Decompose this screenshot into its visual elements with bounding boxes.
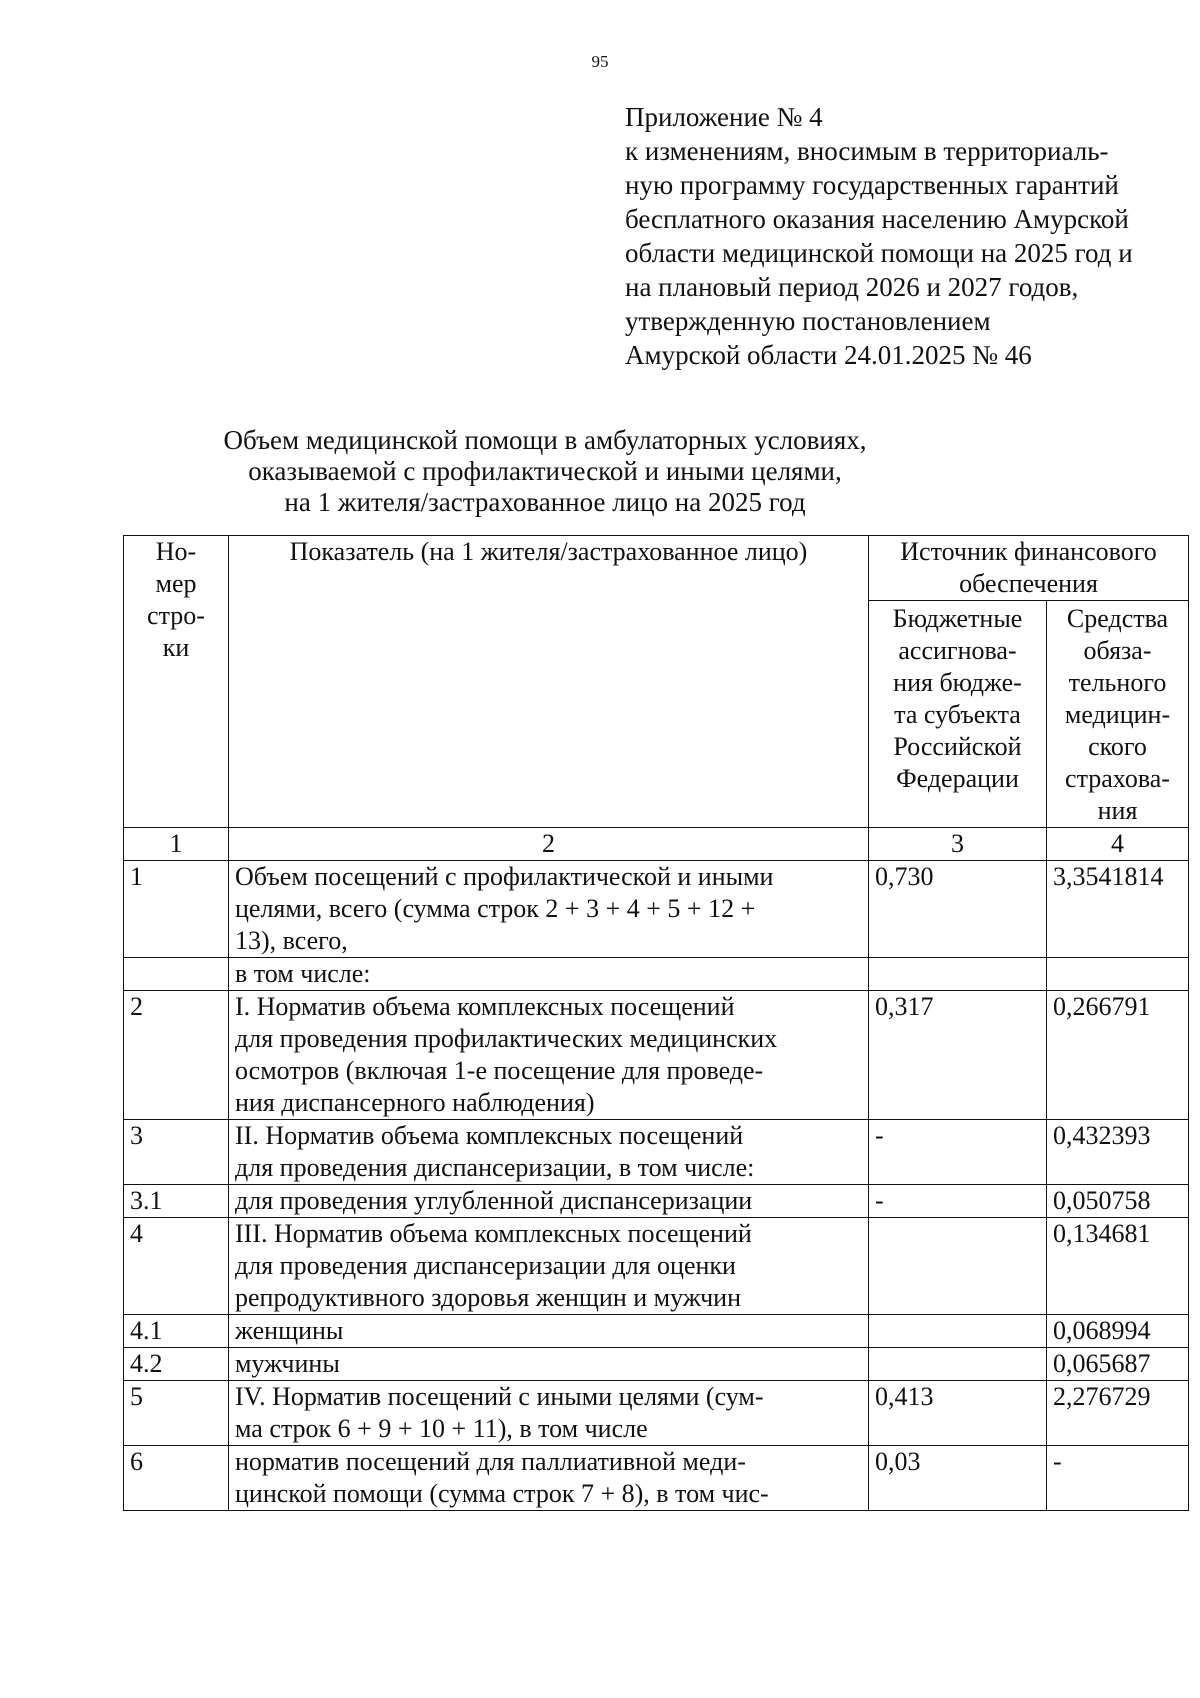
- appendix-line: утвержденную постановлением: [625, 306, 991, 336]
- appendix-line: ную программу государственных гарантий: [625, 170, 1119, 200]
- column-number: 2: [229, 828, 869, 861]
- title-line: Объем медицинской помощи в амбулаторных условиях,: [223, 425, 867, 455]
- row-number-cell: 4: [124, 1218, 229, 1315]
- row-number-cell: 6: [124, 1446, 229, 1511]
- row-number-cell: 4.2: [124, 1348, 229, 1381]
- table-row: [124, 1120, 1189, 1185]
- row-number-cell: [124, 958, 229, 991]
- column-number: 4: [1047, 828, 1189, 861]
- column-number: 3: [869, 828, 1047, 861]
- oms-value-cell: 0,068994: [1047, 1315, 1189, 1348]
- table-row: [124, 1315, 1189, 1348]
- header-row: [124, 536, 1189, 601]
- appendix-line: области медицинской помощи на 2025 год и: [625, 238, 1133, 268]
- oms-value-cell: 0,266791: [1047, 991, 1189, 1120]
- budget-value-cell: 0,03: [869, 1446, 1047, 1511]
- table-row: [124, 1218, 1189, 1315]
- table-row: [124, 1185, 1189, 1218]
- budget-value-cell: [869, 958, 1047, 991]
- indicator-cell: IV. Норматив посещений с иными целями (сум- ма строк 6 + 9 + 10 + 11), в том числе: [229, 1381, 869, 1446]
- indicator-cell: III. Норматив объема комплексных посещений для проведения диспансеризации для оценки репродуктивного здоровья женщин и мужчин: [229, 1218, 869, 1315]
- table-row: [124, 1381, 1189, 1446]
- row-number-cell: 3.1: [124, 1185, 229, 1218]
- title-line: на 1 жителя/застрахованное лицо на 2025 год: [284, 487, 806, 517]
- row-number-cell: 1: [124, 861, 229, 958]
- indicator-cell: для проведения углубленной диспансеризации: [229, 1185, 869, 1218]
- appendix-line: к изменениям, вносимым в территориаль-: [625, 136, 1109, 166]
- row-number-cell: 2: [124, 991, 229, 1120]
- appendix-line: на плановый период 2026 и 2027 годов,: [625, 272, 1079, 302]
- header-funding-source: Источник финансового обеспечения: [869, 536, 1189, 601]
- column-number-row: [124, 828, 1189, 861]
- oms-value-cell: 0,050758: [1047, 1185, 1189, 1218]
- oms-value-cell: 0,134681: [1047, 1218, 1189, 1315]
- table-row: [124, 958, 1189, 991]
- indicator-cell: женщины: [229, 1315, 869, 1348]
- oms-value-cell: 0,432393: [1047, 1120, 1189, 1185]
- header-budget: Бюджетные ассигнова- ния бюдже- та субъекта Российской Федерации: [869, 601, 1047, 828]
- indicator-cell: норматив посещений для паллиативной меди- цинской помощи (сумма строк 7 + 8), в том чис-: [229, 1446, 869, 1511]
- indicator-cell: I. Норматив объема комплексных посещений для проведения профилактических медицинских осмотров (включая 1-е посещение для проведе- ния диспансерного наблюдения): [229, 991, 869, 1120]
- header-indicator: Показатель (на 1 жителя/застрахованное лицо): [229, 536, 869, 828]
- volume-table: [123, 535, 1189, 1511]
- table-row: [124, 1348, 1189, 1381]
- budget-value-cell: -: [869, 1120, 1047, 1185]
- table-row: [124, 861, 1189, 958]
- budget-value-cell: 0,413: [869, 1381, 1047, 1446]
- indicator-cell: Объем посещений с профилактической и иными целями, всего (сумма строк 2 + 3 + 4 + 5 + 12 + 13), всего,: [229, 861, 869, 958]
- indicator-cell: в том числе:: [229, 958, 869, 991]
- budget-value-cell: [869, 1315, 1047, 1348]
- header-row-number: Но- мер стро- ки: [124, 536, 229, 828]
- row-number-cell: 4.1: [124, 1315, 229, 1348]
- header-oms: Средства обяза- тельного медицин- ского страхова- ния: [1047, 601, 1189, 828]
- oms-value-cell: 3,3541814: [1047, 861, 1189, 958]
- budget-value-cell: -: [869, 1185, 1047, 1218]
- oms-value-cell: 2,276729: [1047, 1381, 1189, 1446]
- table-row: [124, 991, 1189, 1120]
- row-number-cell: 3: [124, 1120, 229, 1185]
- column-number: 1: [124, 828, 229, 861]
- indicator-cell: II. Норматив объема комплексных посещений для проведения диспансеризации, в том числе:: [229, 1120, 869, 1185]
- budget-value-cell: 0,730: [869, 861, 1047, 958]
- appendix-header: [625, 100, 1185, 372]
- row-number-cell: 5: [124, 1381, 229, 1446]
- oms-value-cell: 0,065687: [1047, 1348, 1189, 1381]
- table-row: [124, 1446, 1189, 1511]
- indicator-cell: мужчины: [229, 1348, 869, 1381]
- budget-value-cell: 0,317: [869, 991, 1047, 1120]
- appendix-line: Амурской области 24.01.2025 № 46: [625, 340, 1032, 370]
- budget-value-cell: [869, 1348, 1047, 1381]
- appendix-line: бесплатного оказания населению Амурской: [625, 204, 1129, 234]
- oms-value-cell: [1047, 958, 1189, 991]
- appendix-line: Приложение № 4: [625, 102, 823, 132]
- oms-value-cell: -: [1047, 1446, 1189, 1511]
- page-number: 95: [591, 52, 609, 71]
- document-title: [0, 425, 1090, 518]
- title-line: оказываемой с профилактической и иными целями,: [248, 456, 842, 486]
- budget-value-cell: [869, 1218, 1047, 1315]
